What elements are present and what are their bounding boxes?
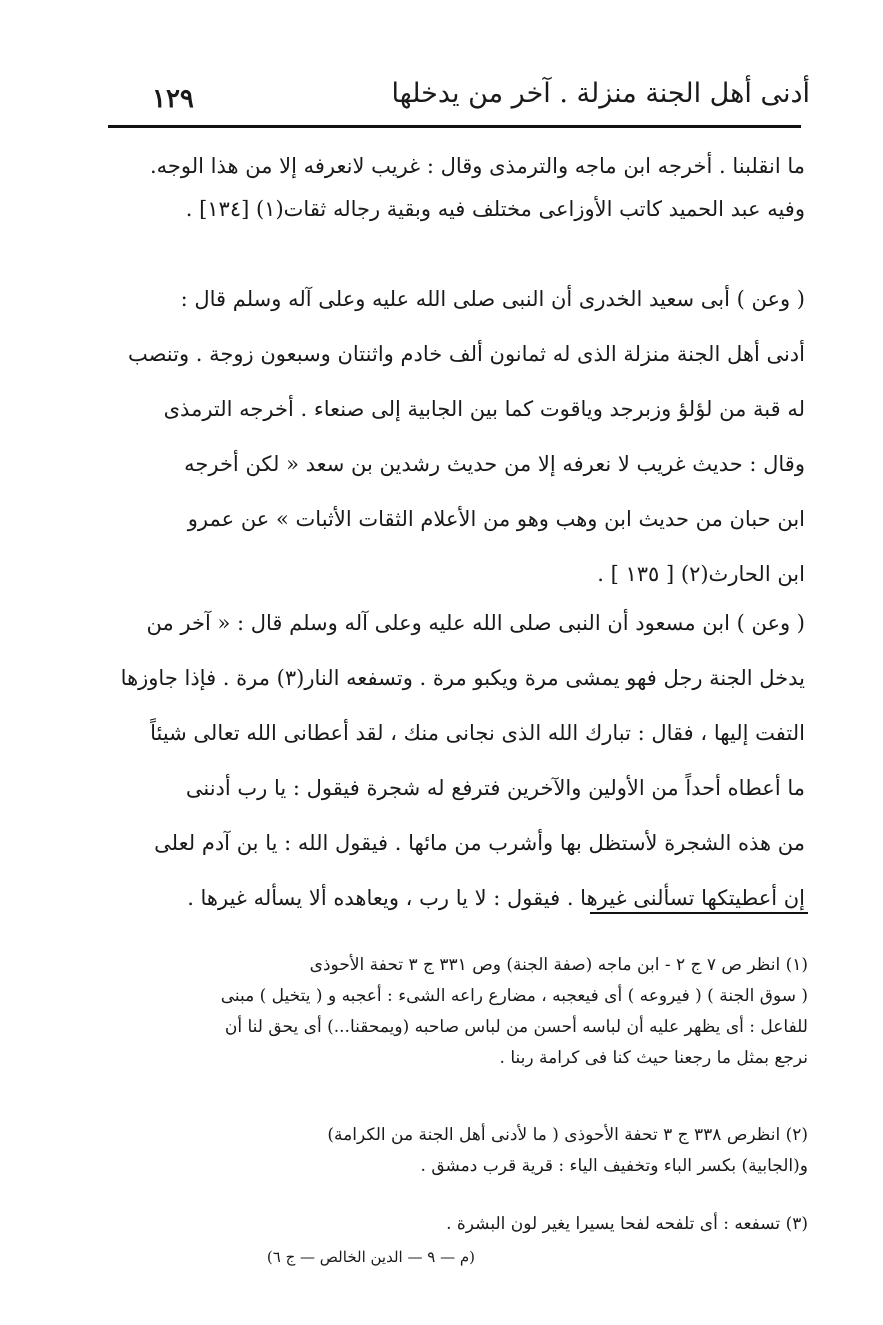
text-line: ما أعطاه أحداً من الأولين والآخرين فترفع له شجرة فيقول : يا رب أدننى xyxy=(185,776,805,800)
footnote-3 xyxy=(120,1209,808,1240)
footnote-line: (١) انظر ص ٧ ج ٢ - ابن ماجه (صفة الجنة) وص ٣٣١ ج ٣ تحفة الأحوذى xyxy=(309,955,808,975)
text-line: وقال : حديث غريب لا نعرفه إلا من حديث رشدين بن سعد « لكن أخرجه xyxy=(184,452,805,476)
paragraph-3 xyxy=(110,596,805,926)
running-header xyxy=(130,72,810,122)
printer-signature: (م — ٩ — الدين الخالص — ج ٦) xyxy=(266,1248,475,1266)
text-line: يدخل الجنة رجل فهو يمشى مرة ويكبو مرة . وتسفعه النار(٣) مرة . فإذا جاوزها xyxy=(120,666,805,690)
footnote-line: للفاعل : أى يظهر عليه أن لباسه أحسن من لباس صاحبه (ويمحقنا...) أى يحق لنا أن xyxy=(224,1017,808,1037)
text-line: إن أعطيتكها تسألنى غيرها . فيقول : لا يا رب ، ويعاهده ألا يسأله غيرها . xyxy=(187,886,805,910)
text-line: ابن حبان من حديث ابن وهب وهو من الأعلام الثقات الأثبات » عن عمرو xyxy=(187,507,805,531)
paragraph-2 xyxy=(110,272,805,602)
text-line: وفيه عبد الحميد كاتب الأوزاعى مختلف فيه وبقية رجاله ثقات(١) [١٣٤] . xyxy=(185,197,805,221)
footnote-line: نرجع بمثل ما رجعنا حيث كنا فى كرامة ربنا . xyxy=(499,1048,808,1068)
text-line: ابن الحارث(٢) [ ١٣٥ ] . xyxy=(597,562,805,586)
text-line: ما انقلبنا . أخرجه ابن ماجه والترمذى وقال : غريب لانعرفه إلا من هذا الوجه. xyxy=(149,154,805,178)
footnote-line: و(الجابية) بكسر الباء وتخفيف الياء : قرية قرب دمشق . xyxy=(420,1156,808,1176)
footnote-line: (٢) انظرص ٣٣٨ ج ٣ تحفة الأحوذى ( ما لأدنى أهل الجنة من الكرامة) xyxy=(327,1125,808,1145)
text-line: له قبة من لؤلؤ وزبرجد وياقوت كما بين الجابية إلى صنعاء . أخرجه الترمذى xyxy=(163,397,805,421)
text-line: ( وعن ) أبى سعيد الخدرى أن النبى صلى الله عليه وعلى آله وسلم قال : xyxy=(180,287,805,311)
running-title: أدنى أهل الجنة منزلة . آخر من يدخلها xyxy=(391,78,810,109)
footnote-separator xyxy=(590,912,808,914)
paragraph-1 xyxy=(110,145,805,231)
text-line: ( وعن ) ابن مسعود أن النبى صلى الله عليه وعلى آله وسلم قال : « آخر من xyxy=(146,611,805,635)
footnote-1 xyxy=(120,950,808,1074)
footnote-2 xyxy=(120,1120,808,1182)
text-line: التفت إليها ، فقال : تبارك الله الذى نجانى منك ، لقد أعطانى الله تعالى شيئاً xyxy=(150,721,805,745)
text-line: أدنى أهل الجنة منزلة الذى له ثمانون ألف خادم واثنتان وسبعون زوجة . وتنصب xyxy=(127,342,805,366)
footnote-line: ( سوق الجنة ) ( فيروعه ) أى فيعجبه ، مضارع راعه الشىء : أعجبه و ( يتخيل ) مبنى xyxy=(220,986,808,1006)
header-rule xyxy=(108,125,801,128)
page-number: ١٢٩ xyxy=(152,84,194,114)
footnote-line: (٣) تسفعه : أى تلفحه لفحا يسيرا يغير لون البشرة . xyxy=(446,1214,808,1234)
text-line: من هذه الشجرة لأستظل بها وأشرب من مائها . فيقول الله : يا بن آدم لعلى xyxy=(154,831,805,855)
